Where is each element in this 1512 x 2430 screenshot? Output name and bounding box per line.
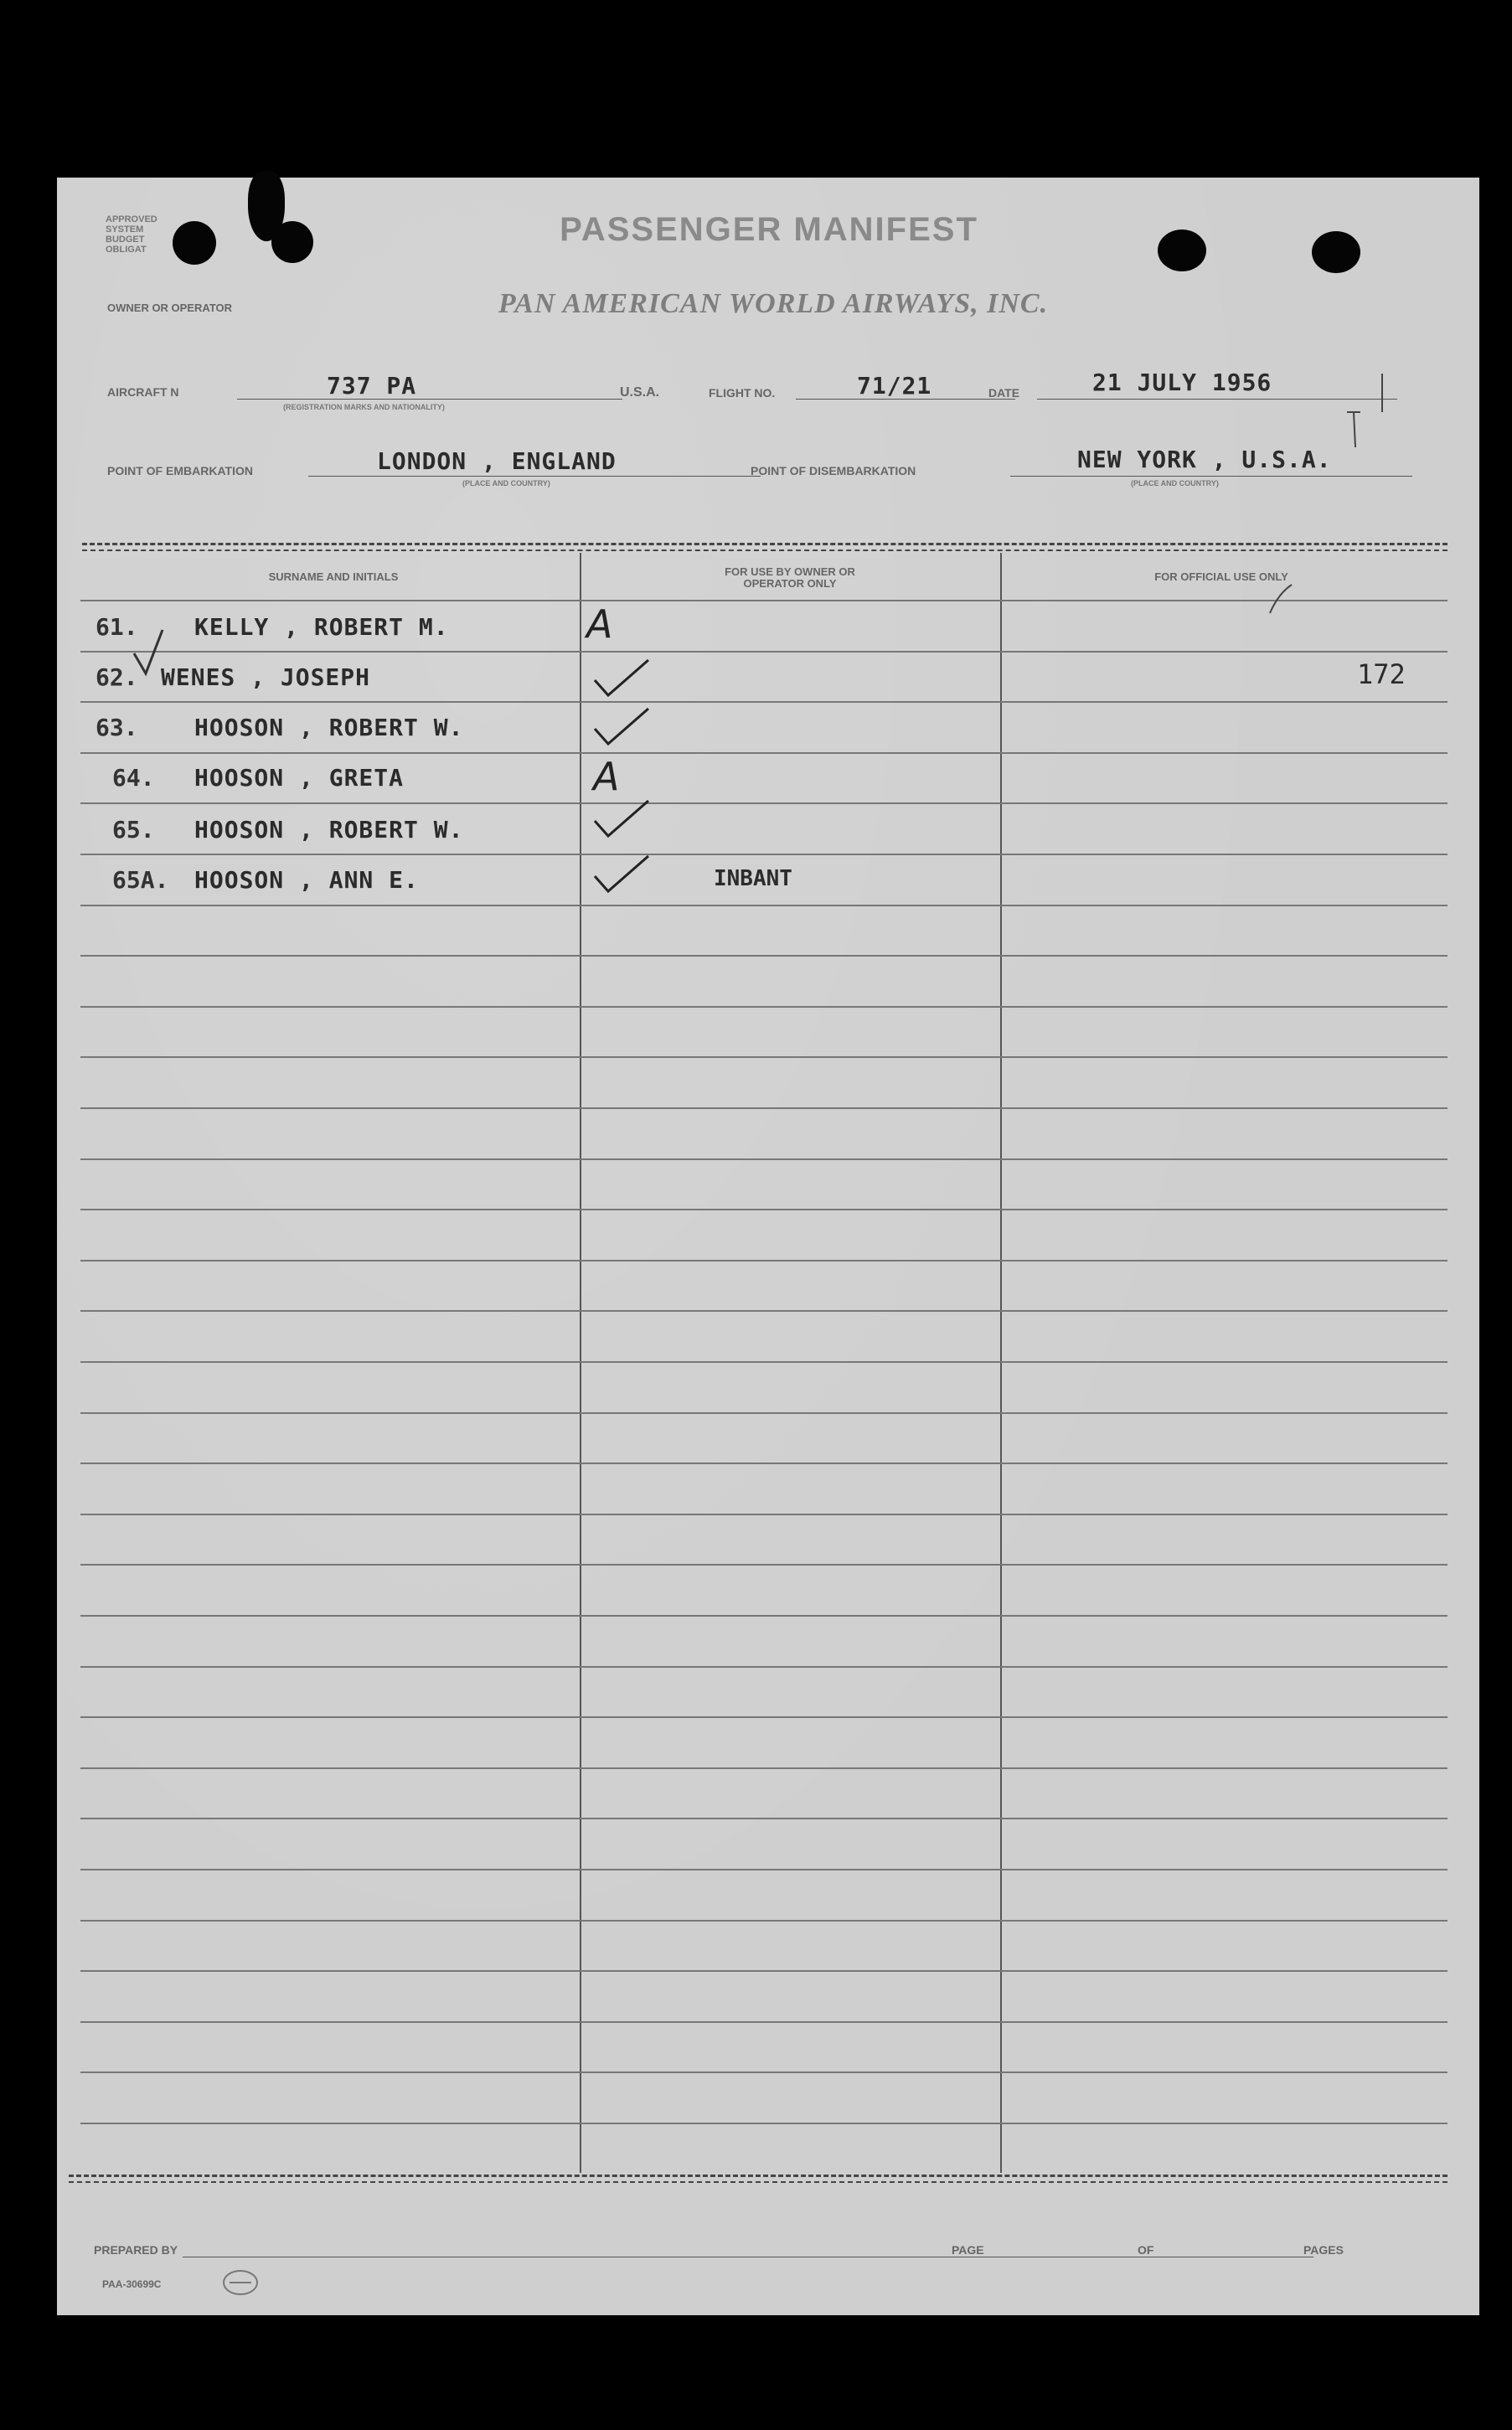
pen-mark-icon bbox=[1263, 583, 1297, 617]
row-number: 65A. bbox=[112, 866, 169, 894]
row-rule bbox=[80, 1767, 1447, 1769]
status-letter-a: A bbox=[593, 754, 620, 799]
row-number: 63. bbox=[95, 714, 138, 741]
prepared-by-label: PREPARED BY bbox=[94, 2243, 178, 2257]
row-rule bbox=[80, 955, 1447, 957]
of-label: OF bbox=[1138, 2243, 1154, 2257]
row-rule bbox=[80, 1412, 1447, 1414]
column-header-name: SURNAME AND INITIALS bbox=[268, 570, 399, 583]
row-rule bbox=[80, 1970, 1447, 1972]
row-rule bbox=[80, 1716, 1447, 1718]
row-rule bbox=[80, 1869, 1447, 1870]
row-rule bbox=[80, 600, 1447, 601]
passenger-name: WENES , JOSEPH bbox=[161, 663, 371, 691]
passenger-name: HOOSON , ANN E. bbox=[194, 866, 419, 894]
usa-label: U.S.A. bbox=[620, 385, 660, 400]
row-rule bbox=[80, 1107, 1447, 1109]
disembark-label: POINT OF DISEMBARKATION bbox=[751, 464, 916, 477]
row-rule bbox=[80, 1514, 1447, 1515]
status-letter-a: A bbox=[586, 601, 613, 647]
check-mark-icon bbox=[593, 853, 652, 895]
row-rule bbox=[80, 1564, 1447, 1566]
stamp-line: BUDGET bbox=[106, 235, 145, 245]
flight-value: 71/21 bbox=[857, 372, 932, 400]
passenger-name: HOOSON , ROBERT W. bbox=[194, 816, 464, 844]
row-rule bbox=[80, 1209, 1447, 1210]
punch-hole bbox=[1312, 231, 1360, 273]
punch-hole bbox=[173, 221, 216, 265]
stamp-line: APPROVED bbox=[106, 214, 157, 224]
pages-label: PAGES bbox=[1303, 2243, 1344, 2257]
row-number: 65. bbox=[112, 816, 155, 844]
pen-mark-icon bbox=[1344, 409, 1369, 451]
disembark-value: NEW YORK , U.S.A. bbox=[1077, 446, 1332, 473]
remark-text: INBANT bbox=[714, 866, 792, 891]
aircraft-value: 737 PA bbox=[327, 372, 417, 400]
stamp-line: SYSTEM bbox=[106, 224, 144, 235]
row-rule bbox=[80, 1056, 1447, 1058]
form-number: PAA-30699C bbox=[102, 2278, 162, 2290]
embark-underline bbox=[308, 476, 761, 477]
disembark-underline bbox=[1010, 476, 1412, 477]
punch-hole bbox=[1158, 230, 1206, 271]
date-value: 21 JULY 1956 bbox=[1092, 369, 1272, 396]
check-mark-icon bbox=[593, 705, 652, 747]
column-divider bbox=[1000, 553, 1002, 2173]
passenger-name: HOOSON , GRETA bbox=[194, 764, 405, 792]
row-rule bbox=[80, 651, 1447, 653]
table-bottom-rule bbox=[69, 2181, 1447, 2183]
flight-label: FLIGHT NO. bbox=[709, 386, 776, 400]
airline-name: PAN AMERICAN WORLD AIRWAYS, INC. bbox=[498, 288, 1049, 319]
row-rule bbox=[80, 2123, 1447, 2124]
row-rule bbox=[80, 701, 1447, 703]
row-rule bbox=[80, 802, 1447, 804]
flight-underline bbox=[796, 399, 1015, 400]
page-label: PAGE bbox=[952, 2243, 984, 2257]
table-top-rule bbox=[82, 543, 1447, 545]
aircraft-sublabel: (REGISTRATION MARKS AND NATIONALITY) bbox=[283, 403, 445, 411]
row-rule bbox=[80, 1666, 1447, 1668]
embark-sublabel: (PLACE AND COUNTRY) bbox=[462, 479, 550, 488]
aircraft-label: AIRCRAFT N bbox=[107, 385, 179, 399]
row-number: 61. bbox=[95, 613, 138, 641]
embark-value: LONDON , ENGLAND bbox=[377, 447, 617, 475]
row-rule bbox=[80, 1158, 1447, 1160]
row-rule bbox=[80, 854, 1447, 855]
aircraft-underline bbox=[237, 399, 622, 400]
disembark-sublabel: (PLACE AND COUNTRY) bbox=[1131, 479, 1219, 488]
check-mark-icon bbox=[593, 797, 652, 839]
form-title: PASSENGER MANIFEST bbox=[560, 211, 978, 248]
row-rule bbox=[80, 1463, 1447, 1464]
column-header-official: FOR OFFICIAL USE ONLY bbox=[1154, 570, 1288, 583]
passenger-name: HOOSON , ROBERT W. bbox=[194, 714, 464, 741]
manifest-paper bbox=[57, 178, 1479, 2315]
row-rule bbox=[80, 905, 1447, 906]
row-rule bbox=[80, 1260, 1447, 1261]
torn-corner bbox=[248, 171, 285, 241]
row-rule bbox=[80, 1920, 1447, 1922]
row-number: 62. bbox=[95, 663, 138, 691]
approved-stamp bbox=[106, 214, 157, 255]
row-rule bbox=[80, 1310, 1447, 1312]
row-rule bbox=[80, 1818, 1447, 1819]
passenger-name: KELLY , ROBERT M. bbox=[194, 613, 449, 641]
row-number: 64. bbox=[112, 764, 155, 792]
date-label: DATE bbox=[988, 386, 1020, 400]
row-rule bbox=[80, 1361, 1447, 1363]
column-divider bbox=[580, 553, 581, 2173]
date-underline bbox=[1037, 399, 1397, 400]
row-rule bbox=[80, 1615, 1447, 1617]
check-mark-icon bbox=[593, 657, 652, 699]
table-bottom-rule bbox=[69, 2175, 1447, 2177]
pen-mark-icon bbox=[1374, 372, 1391, 414]
printer-seal-icon bbox=[221, 2268, 260, 2297]
row-rule bbox=[80, 1006, 1447, 1008]
row-rule bbox=[80, 2071, 1447, 2073]
table-top-rule bbox=[82, 549, 1447, 551]
stamp-line: OBLIGAT bbox=[106, 245, 147, 255]
row-rule bbox=[80, 752, 1447, 754]
embark-label: POINT OF EMBARKATION bbox=[107, 464, 253, 477]
owner-label: OWNER OR OPERATOR bbox=[107, 302, 233, 314]
row-rule bbox=[80, 2021, 1447, 2023]
column-header-owner: FOR USE BY OWNER OR OPERATOR ONLY bbox=[725, 565, 855, 590]
official-number: 172 bbox=[1357, 658, 1406, 690]
